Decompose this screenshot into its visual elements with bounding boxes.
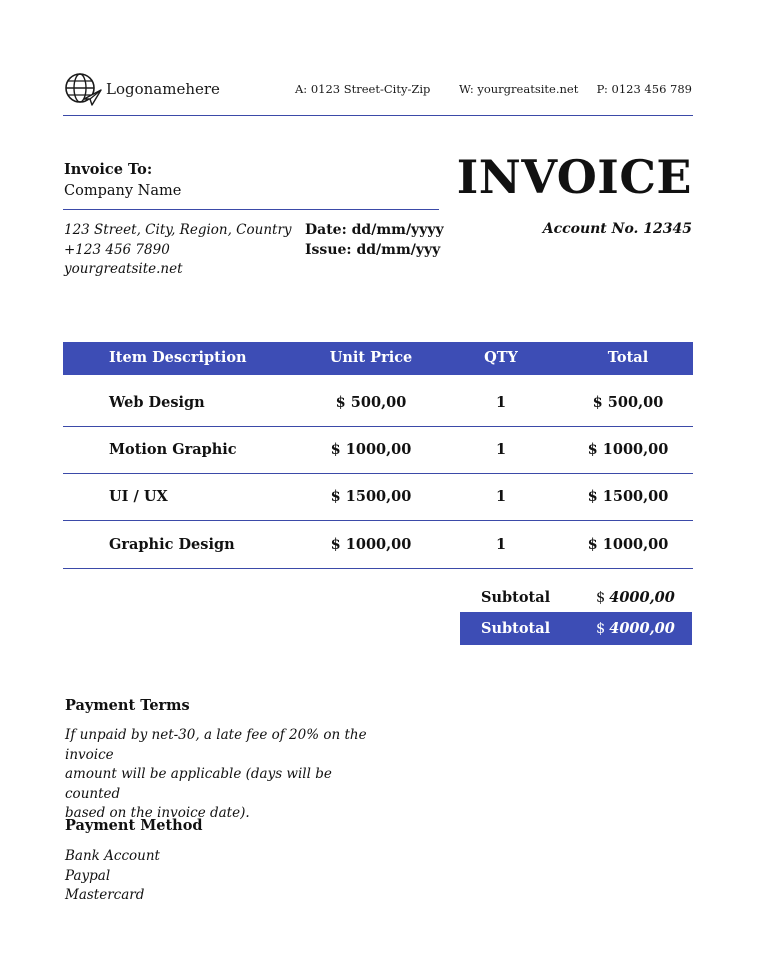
row-total: $ 1000,00 — [587, 536, 669, 553]
payment-method-title: Payment Method — [65, 817, 203, 834]
row-description: Web Design — [109, 394, 205, 411]
subtotal-label: Subtotal — [481, 589, 551, 606]
contact-website: yourgreatsite.net — [64, 261, 183, 277]
row-unit-price: $ 500,00 — [335, 394, 407, 411]
subtotal-currency: $ — [596, 590, 606, 606]
header-phone: P: 0123 456 789 — [596, 82, 692, 96]
row-total: $ 1500,00 — [587, 488, 669, 505]
account-number: Account No. 12345 — [542, 221, 692, 237]
logo — [64, 72, 220, 106]
row-total: $ 500,00 — [592, 394, 664, 411]
grand-total-currency: $ — [596, 621, 606, 637]
invoice-issue: Issue: dd/mm/yyy — [305, 241, 441, 258]
row-divider — [63, 520, 693, 521]
row-divider — [63, 568, 693, 569]
grand-total-label: Subtotal — [481, 620, 551, 637]
payment-method-item: Mastercard — [65, 887, 145, 903]
payment-method-item: Paypal — [65, 867, 111, 884]
grand-total-amount: 4000,00 — [609, 620, 675, 637]
payment-method-list — [65, 847, 160, 906]
table-row — [63, 522, 693, 569]
header-unit-price: Unit Price — [329, 349, 413, 366]
globe-plane-icon — [64, 72, 102, 106]
row-unit-price: $ 1500,00 — [330, 488, 412, 505]
terms-line: amount will be applicable (days will be counted — [65, 766, 332, 802]
invoice-title: INVOICE — [456, 150, 692, 204]
contact-address: 123 Street, City, Region, Country — [64, 222, 292, 238]
table-header — [63, 342, 693, 375]
invoice-dates — [305, 221, 444, 260]
terms-line: based on the invoice date). — [65, 805, 250, 821]
row-description: Motion Graphic — [109, 441, 237, 458]
table-row — [63, 427, 693, 474]
payment-terms-title: Payment Terms — [65, 697, 190, 714]
row-total: $ 1000,00 — [587, 441, 669, 458]
row-unit-price: $ 1000,00 — [330, 536, 412, 553]
header-divider — [63, 115, 693, 116]
subtotal-value — [596, 589, 675, 606]
header-total: Total — [607, 349, 649, 366]
grand-total-value — [596, 620, 675, 637]
subtotal-amount: 4000,00 — [609, 589, 675, 606]
table-row — [63, 380, 693, 427]
row-qty: 1 — [495, 394, 507, 411]
contact-phone: +123 456 7890 — [64, 241, 170, 258]
invoice-to-label: Invoice To: — [64, 161, 153, 178]
row-qty: 1 — [495, 441, 507, 458]
row-description: UI / UX — [109, 488, 168, 505]
subtotal-row — [460, 589, 692, 611]
bill-to-divider — [63, 209, 439, 210]
row-qty: 1 — [495, 536, 507, 553]
grand-total-row — [460, 612, 692, 645]
header-address: A: 0123 Street-City-Zip — [295, 82, 431, 96]
payment-method-item: Bank Account — [65, 848, 160, 864]
invoice-date: Date: dd/mm/yyyy — [305, 222, 444, 238]
bill-to-contact — [64, 221, 292, 280]
logo-text: Logonamehere — [106, 80, 220, 98]
table-row — [63, 474, 693, 521]
row-description: Graphic Design — [109, 536, 235, 553]
company-name: Company Name — [64, 183, 182, 199]
terms-line: If unpaid by net-30, a late fee of 20% on the invoice — [65, 727, 367, 763]
header-qty: QTY — [484, 349, 518, 366]
row-qty: 1 — [495, 488, 507, 505]
payment-terms-text — [65, 726, 385, 824]
header-item-description: Item Description — [109, 349, 247, 366]
row-unit-price: $ 1000,00 — [330, 441, 412, 458]
header-website[interactable]: W: yourgreatsite.net — [459, 82, 579, 96]
